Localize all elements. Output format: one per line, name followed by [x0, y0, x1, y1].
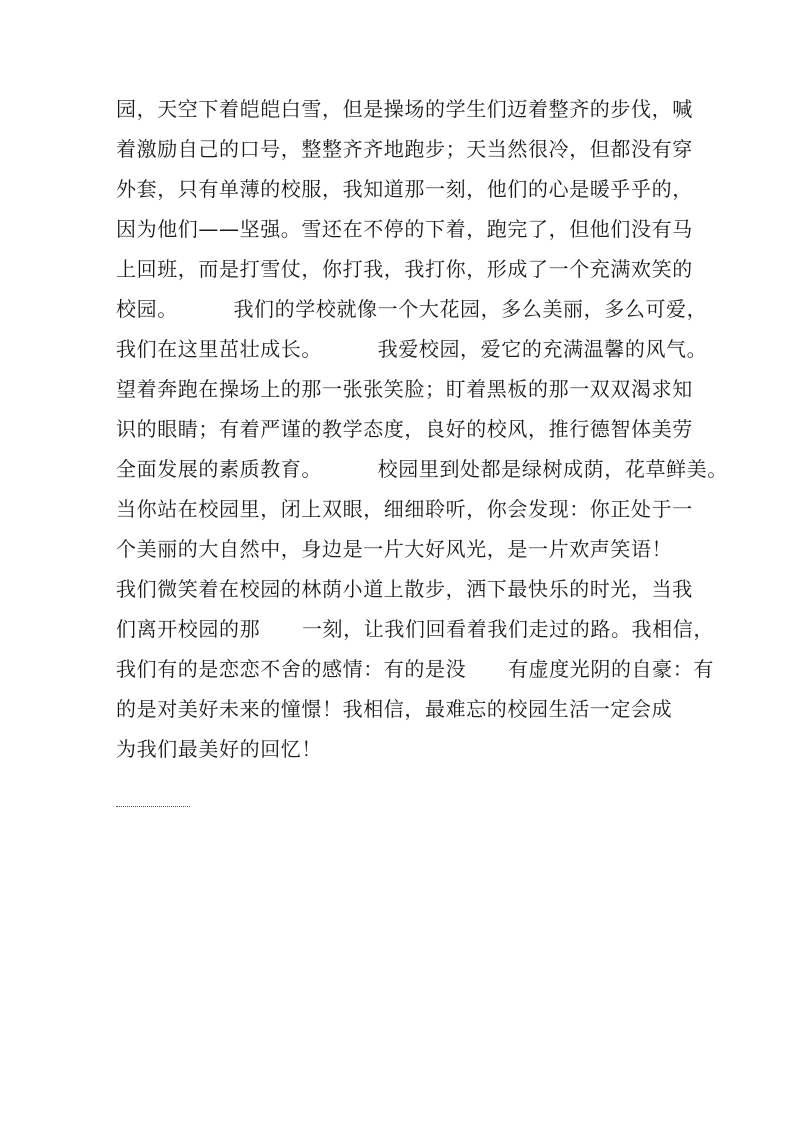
- text-line: 着激励自己的口号，整整齐齐地跑步；天当然很冷，但都没有穿: [116, 137, 693, 161]
- text-line: 我们微笑着在校园的林荫小道上散步，洒下最快乐的时光，当我: [116, 577, 693, 601]
- text-line: 识的眼睛；有着严谨的教学态度，良好的校风，推行德智体美劳: [116, 417, 693, 441]
- text-line: 们离开校园的那 一刻，让我们回看着我们走过的路。我相信，: [116, 617, 714, 641]
- text-line: 全面发展的素质教育。 校园里到处都是绿树成荫，花草鲜美。: [116, 457, 728, 481]
- text-line: 因为他们——坚强。雪还在不停的下着，跑完了，但他们没有马: [116, 217, 693, 241]
- text-line: 个美丽的大自然中，身边是一片大好风光，是一片欢声笑语！: [116, 537, 673, 561]
- text-line: 我们在这里茁壮成长。 我爱校园，爱它的充满温馨的风气。: [116, 337, 708, 361]
- text-line: 上回班，而是打雪仗，你打我，我打你，形成了一个充满欢笑的: [116, 257, 693, 281]
- text-line: 当你站在校园里，闭上双眼，细细聆听，你会发现：你正处于一: [116, 497, 693, 521]
- text-line: 望着奔跑在操场上的那一张张笑脸；盯着黑板的那一双双渴求知: [116, 377, 693, 401]
- text-line: 校园。 我们的学校就像一个大花园，多么美丽，多么可爱，: [116, 297, 708, 321]
- text-line: 园，天空下着皑皑白雪，但是操场的学生们迈着整齐的步伐，喊: [116, 97, 693, 121]
- text-line: 我们有的是恋恋不舍的感情：有的是没 有虚度光阴的自豪：有: [116, 657, 714, 681]
- footnote-divider: [116, 806, 190, 807]
- text-line: 的是对美好未来的憧憬！我相信，最难忘的校园生活一定会成: [116, 697, 673, 721]
- text-line: 外套，只有单薄的校服，我知道那一刻，他们的心是暖乎乎的，: [116, 177, 693, 201]
- text-line: 为我们最美好的回忆！: [116, 737, 322, 761]
